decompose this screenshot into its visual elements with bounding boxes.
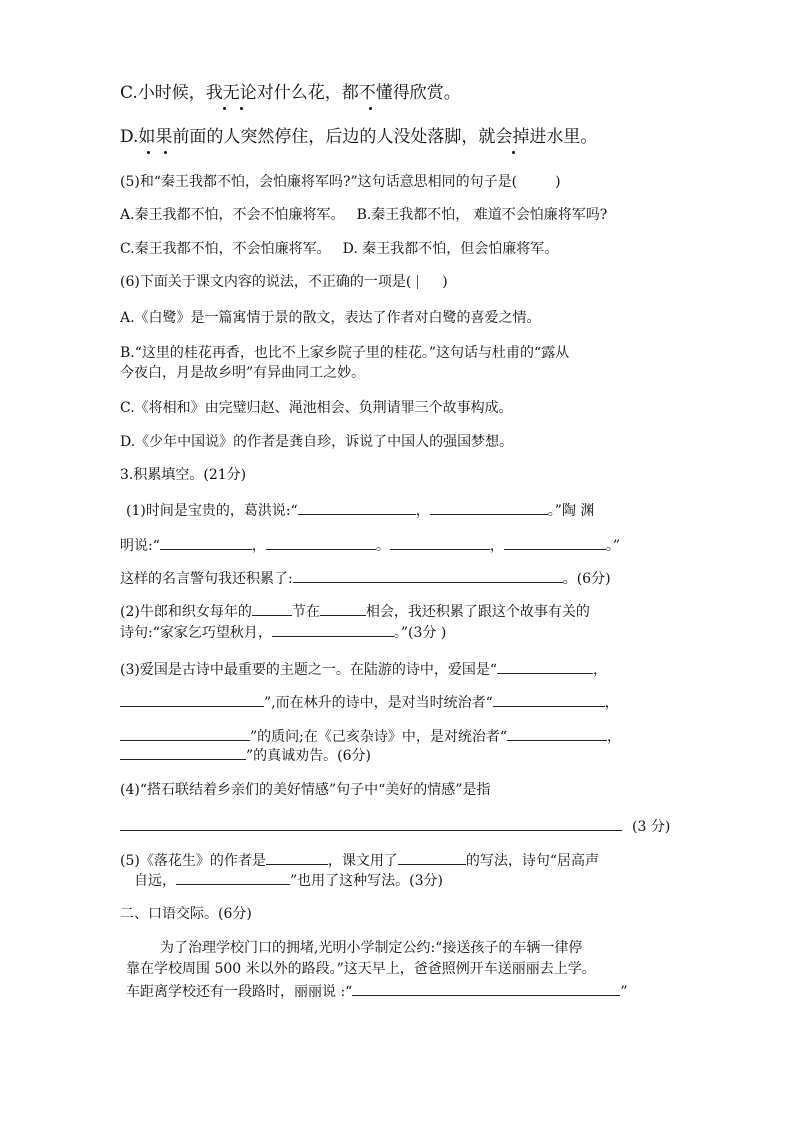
q6-option-d: D.《少年中国说》的作者是龚自珍，诉说了中国人的强国梦想。 — [120, 434, 514, 450]
q6-option-c: C.《将相和》由完璧归赵、渑池相会、负荆请罪三个故事构成。 — [120, 400, 513, 416]
section2-paragraph-line3: 车距离学校还有一段路时，丽丽说 :“ ” — [126, 981, 628, 1001]
q3-s3-line1: (3)爱国是古诗中最重要的主题之一。在陆游的诗中，爱国是“ ， — [120, 659, 607, 679]
q3-s1-line2: 明说:“ ， 。 ， 。” — [120, 535, 620, 555]
q3-s1-line3: 这样的名言警句我还积累了: 。(6分) — [120, 568, 611, 588]
q6-stem: (6)下面关于课文内容的说法，不正确的一项是( ) — [120, 274, 448, 290]
q3-s4-line1: (4)“搭石联结着乡亲们的美好情感”句子中“美好的情感”是指 — [120, 782, 491, 798]
text-cursor — [417, 275, 418, 289]
q6-option-b-line1: B.“这里的桂花再香，也比不上家乡院子里的桂花。”这句话与杜甫的“露从 — [120, 345, 570, 361]
option-c: C.小时候，我无论对什么花，都不懂得欣赏。 — [120, 83, 461, 103]
q5-option-d: D. 秦王我都不怕，但会怕廉将军。 — [342, 241, 559, 257]
blank[interactable] — [160, 535, 252, 550]
q3-title: 3.积累填空。(21分) — [120, 467, 247, 483]
blank[interactable] — [398, 850, 466, 865]
option-d: D.如果前面的人突然停住，后边的人没处落脚，就会掉进水里。 — [120, 127, 598, 147]
blank[interactable] — [320, 601, 366, 616]
blank[interactable] — [266, 535, 376, 550]
q3-s2-line2: 诗句:“家家乞巧望秋月， 。”(3分 ) — [120, 622, 446, 642]
blank[interactable] — [252, 601, 292, 616]
section2-paragraph-line2: 靠在学校周围 500 米以外的路段。”这天早上，爸爸照例开车送丽丽去上学。 — [126, 961, 596, 977]
q5-option-b: B.秦王我都不怕， 难道不会怕廉将军吗? — [356, 207, 608, 223]
q3-s1-line1: (1)时间是宝贵的，葛洪说:“ ， 。”陶 渊 — [126, 500, 594, 520]
blank[interactable] — [272, 622, 394, 637]
q6-option-b-line2: 今夜白，月是故乡明”有异曲同工之妙。 — [120, 365, 366, 381]
q3-s3-line2: ”,而在林升的诗中，是对当时统治者“ ， — [120, 692, 619, 712]
blank[interactable] — [120, 816, 622, 831]
emphasis-dot — [164, 151, 167, 154]
blank[interactable] — [176, 870, 290, 885]
q6-option-a: A.《白鹭》是一篇寓情于景的散文，表达了作者对白鹭的喜爱之情。 — [120, 310, 541, 326]
q5-option-c: C.秦王我都不怕，不会怕廉将军。 — [120, 241, 331, 257]
emphasis-dot — [147, 151, 150, 154]
q3-s5-line2: 自远， ”也用了这种写法。(3分) — [134, 870, 443, 890]
q3-s3-line4: ”的真诚劝告。(6分) — [120, 745, 371, 765]
blank[interactable] — [493, 692, 605, 707]
blank[interactable] — [293, 568, 563, 583]
blank[interactable] — [497, 659, 593, 674]
blank[interactable] — [120, 726, 250, 741]
blank[interactable] — [298, 500, 416, 515]
q3-s4-line2: (3 分) — [120, 816, 670, 836]
emphasis-dot — [240, 107, 243, 110]
emphasis-dot — [512, 151, 515, 154]
q5-options-cd — [120, 240, 558, 258]
blank[interactable] — [504, 535, 606, 550]
emphasis-dot — [223, 107, 226, 110]
blank[interactable] — [390, 535, 490, 550]
q5-stem: (5)和“秦王我都不怕，会怕廉将军吗?”这句话意思相同的句子是( ) — [120, 174, 561, 190]
q3-s3-line3: ”的质问;在《己亥杂诗》中，是对统治者“ ， — [120, 726, 621, 746]
blank[interactable] — [120, 745, 246, 760]
q5-option-a: A.秦王我都不怕，不会不怕廉将军。 — [120, 207, 345, 223]
blank[interactable] — [352, 981, 620, 996]
section2-title: 二、口语交际。(6分) — [120, 906, 252, 922]
blank[interactable] — [430, 500, 548, 515]
q3-s2-line1: (2)牛郎和织女每年的 节在 相会，我还积累了跟这个故事有关的 — [120, 601, 590, 621]
blank[interactable] — [266, 850, 328, 865]
blank[interactable] — [120, 692, 264, 707]
q3-s5-line1: (5)《落花生》的作者是 ，课文用了 的写法，诗句“居高声 — [120, 850, 599, 870]
section2-paragraph-line1: 为了治理学校门口的拥堵,光明小学制定公约:“接送孩子的车辆一律停 — [160, 940, 583, 956]
q5-options-ab — [120, 206, 607, 224]
blank[interactable] — [507, 726, 607, 741]
emphasis-dot — [369, 107, 372, 110]
